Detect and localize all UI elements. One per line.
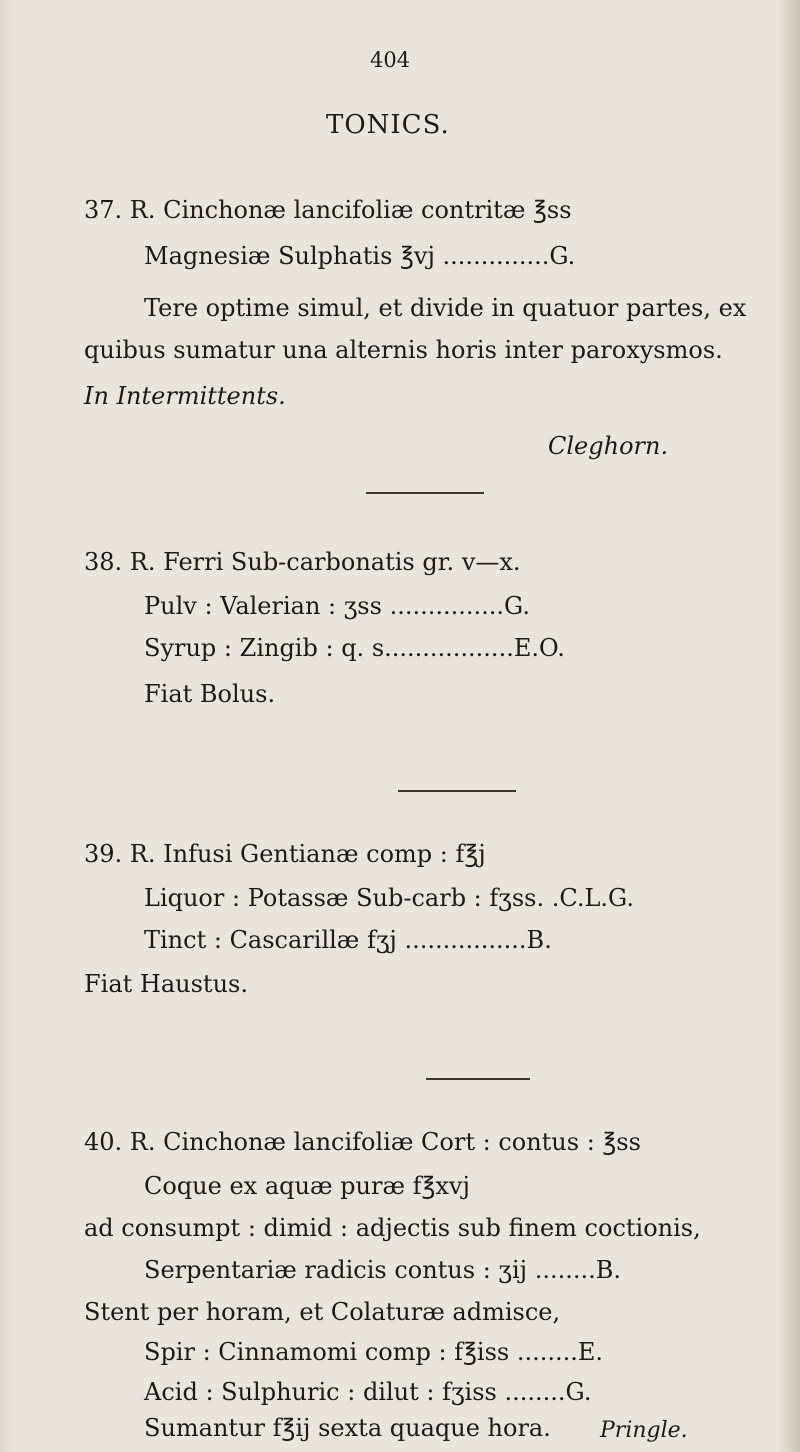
recipe-39-line-1: 39. R. Infusi Gentianæ comp : f℥j: [84, 840, 486, 868]
recipe-40-author: Pringle.: [600, 1418, 688, 1443]
recipe-40-line-4: Serpentariæ radicis contus : ʒij ........B.: [144, 1256, 622, 1284]
recipe-38-line-3: Syrup : Zingib : q. s.................E.O.: [144, 634, 565, 662]
recipe-39-line-4: Fiat Haustus.: [84, 970, 248, 998]
recipe-38-line-2: Pulv : Valerian : ʒss ...............G.: [144, 592, 530, 620]
section-divider: [426, 1078, 530, 1080]
recipe-39-line-3: Tinct : Cascarillæ fʒj ................B.: [144, 926, 552, 954]
recipe-40-line-1: 40. R. Cinchonæ lancifoliæ Cort : contus : ℥ss: [84, 1128, 641, 1156]
recipe-40-line-5: Stent per horam, et Colaturæ admisce,: [84, 1298, 561, 1326]
recipe-37-line-5: In Intermittents.: [84, 382, 286, 410]
page-right-edge: [778, 0, 800, 1452]
section-divider: [366, 492, 484, 494]
page-left-edge: [0, 0, 14, 1452]
recipe-37-author: Cleghorn.: [548, 432, 669, 460]
recipe-37-line-2: Magnesiæ Sulphatis ℥vj ..............G.: [144, 242, 576, 270]
page-title: TONICS.: [326, 110, 450, 140]
recipe-38-line-1: 38. R. Ferri Sub-carbonatis gr. v—x.: [84, 548, 521, 576]
section-divider: [398, 790, 516, 792]
recipe-37-line-3: Tere optime simul, et divide in quatuor partes, ex: [144, 294, 747, 322]
recipe-37-line-1: 37. R. Cinchonæ lancifoliæ contritæ ℥ss: [84, 196, 572, 224]
recipe-40-line-2: Coque ex aquæ puræ f℥xvj: [144, 1172, 470, 1200]
recipe-40-line-7: Acid : Sulphuric : dilut : fʒiss ........G.: [144, 1378, 592, 1406]
recipe-40-line-8: Sumantur f℥ij sexta quaque hora.: [144, 1414, 551, 1442]
page-number: 404: [370, 48, 411, 72]
recipe-37-line-4: quibus sumatur una alternis horis inter paroxysmos.: [84, 336, 723, 364]
recipe-38-line-4: Fiat Bolus.: [144, 680, 276, 708]
recipe-40-line-6: Spir : Cinnamomi comp : f℥iss ........E.: [144, 1338, 604, 1366]
recipe-39-line-2: Liquor : Potassæ Sub-carb : fʒss. .C.L.G.: [144, 884, 634, 912]
recipe-40-line-3: ad consumpt : dimid : adjectis sub finem coctionis,: [84, 1214, 701, 1242]
